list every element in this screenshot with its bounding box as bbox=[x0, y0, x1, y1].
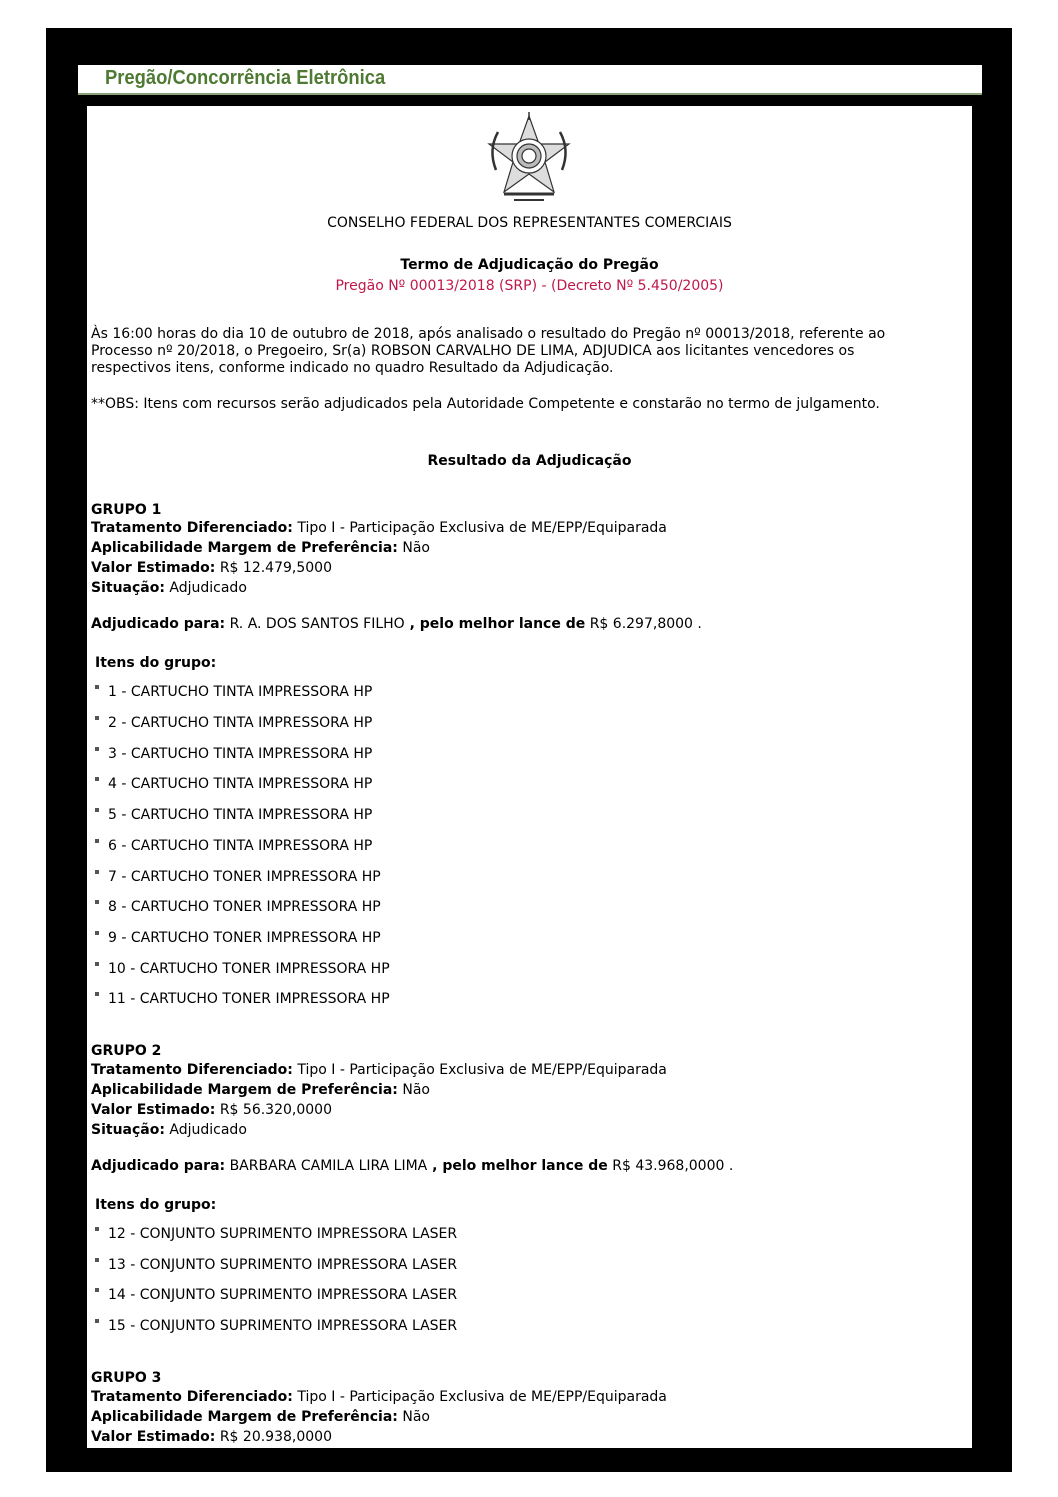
intro-line: Às 16:00 horas do dia 10 de outubro de 2018, após analisado o resultado do Pregão nº 00013/2018, referente ao bbox=[91, 326, 886, 342]
winner: R. A. DOS SANTOS FILHO bbox=[225, 616, 405, 632]
value: R$ 12.479,5000 bbox=[215, 560, 332, 576]
term-title: Termo de Adjudicação do Pregão bbox=[400, 257, 659, 273]
label: Valor Estimado: bbox=[91, 1429, 216, 1445]
value: Não bbox=[397, 540, 430, 556]
group-situacao bbox=[91, 1121, 247, 1139]
group-aplicabilidade bbox=[91, 1408, 430, 1426]
list-item: 8 - CARTUCHO TONER IMPRESSORA HP bbox=[95, 898, 381, 916]
label: Situação: bbox=[91, 1122, 165, 1138]
intro-line: Processo nº 20/2018, o Pregoeiro, Sr(a) ROBSON CARVALHO DE LIMA, ADJUDICA aos licitantes vencedores os bbox=[91, 343, 855, 359]
obs-note: **OBS: Itens com recursos serão adjudicados pela Autoridade Competente e constarão no termo de julgamento. bbox=[91, 396, 880, 412]
header-bar bbox=[78, 65, 982, 95]
document-body bbox=[87, 106, 972, 1448]
label: , pelo melhor lance de bbox=[404, 616, 586, 632]
bullet-icon bbox=[95, 870, 99, 874]
label: Tratamento Diferenciado: bbox=[91, 520, 293, 536]
bullet-icon bbox=[95, 900, 99, 904]
result-title: Resultado da Adjudicação bbox=[427, 453, 632, 469]
value: R$ 20.938,0000 bbox=[215, 1429, 332, 1445]
label: Adjudicado para: bbox=[91, 616, 226, 632]
value: Não bbox=[397, 1409, 430, 1425]
intro-line: respectivos itens, conforme indicado no quadro Resultado da Adjudicação. bbox=[91, 360, 614, 376]
group-aplicabilidade bbox=[91, 539, 430, 557]
group-adjudicado bbox=[91, 615, 702, 633]
page-title: Pregão/Concorrência Eletrônica bbox=[105, 67, 386, 89]
bullet-icon bbox=[95, 1319, 99, 1323]
bullet-icon bbox=[95, 685, 99, 689]
list-item: 10 - CARTUCHO TONER IMPRESSORA HP bbox=[95, 960, 390, 978]
value: Tipo I - Participação Exclusiva de ME/EPP/Equiparada bbox=[292, 1389, 667, 1405]
value: Tipo I - Participação Exclusiva de ME/EPP/Equiparada bbox=[292, 520, 667, 536]
organization-name: CONSELHO FEDERAL DOS REPRESENTANTES COMERCIAIS bbox=[327, 215, 732, 231]
label: Tratamento Diferenciado: bbox=[91, 1389, 293, 1405]
value: Adjudicado bbox=[164, 580, 247, 596]
label: Situação: bbox=[91, 580, 165, 596]
list-item: 12 - CONJUNTO SUPRIMENTO IMPRESSORA LASER bbox=[95, 1225, 457, 1243]
label: Valor Estimado: bbox=[91, 1102, 216, 1118]
list-item: 13 - CONJUNTO SUPRIMENTO IMPRESSORA LASER bbox=[95, 1256, 457, 1274]
group-adjudicado bbox=[91, 1157, 733, 1175]
list-item: 3 - CARTUCHO TINTA IMPRESSORA HP bbox=[95, 745, 372, 763]
items-heading: Itens do grupo: bbox=[95, 655, 217, 671]
list-item: 1 - CARTUCHO TINTA IMPRESSORA HP bbox=[95, 683, 372, 701]
group-tratamento bbox=[91, 1388, 667, 1406]
bullet-icon bbox=[95, 747, 99, 751]
bullet-icon bbox=[95, 808, 99, 812]
list-item: 15 - CONJUNTO SUPRIMENTO IMPRESSORA LASER bbox=[95, 1317, 457, 1335]
label: Valor Estimado: bbox=[91, 560, 216, 576]
group-aplicabilidade bbox=[91, 1081, 430, 1099]
bid: R$ 6.297,8000 . bbox=[585, 616, 702, 632]
label: Adjudicado para: bbox=[91, 1158, 226, 1174]
group-title: GRUPO 1 bbox=[91, 502, 162, 518]
list-item: 9 - CARTUCHO TONER IMPRESSORA HP bbox=[95, 929, 381, 947]
coat-of-arms-icon bbox=[484, 110, 574, 206]
list-item: 11 - CARTUCHO TONER IMPRESSORA HP bbox=[95, 990, 390, 1008]
bullet-icon bbox=[95, 931, 99, 935]
pregao-reference: Pregão Nº 00013/2018 (SRP) - (Decreto Nº 5.450/2005) bbox=[335, 278, 724, 294]
bullet-icon bbox=[95, 716, 99, 720]
label: Tratamento Diferenciado: bbox=[91, 1062, 293, 1078]
label: Aplicabilidade Margem de Preferência: bbox=[91, 1082, 398, 1098]
bullet-icon bbox=[95, 1258, 99, 1262]
group-title: GRUPO 3 bbox=[91, 1370, 162, 1386]
list-item: 6 - CARTUCHO TINTA IMPRESSORA HP bbox=[95, 837, 372, 855]
group-tratamento bbox=[91, 1061, 667, 1079]
group-situacao bbox=[91, 579, 247, 597]
group-tratamento bbox=[91, 519, 667, 537]
list-item: 4 - CARTUCHO TINTA IMPRESSORA HP bbox=[95, 775, 372, 793]
list-item: 7 - CARTUCHO TONER IMPRESSORA HP bbox=[95, 868, 381, 886]
group-title: GRUPO 2 bbox=[91, 1043, 162, 1059]
bullet-icon bbox=[95, 1288, 99, 1292]
list-item: 5 - CARTUCHO TINTA IMPRESSORA HP bbox=[95, 806, 372, 824]
group-valor bbox=[91, 1101, 332, 1119]
value: Adjudicado bbox=[164, 1122, 247, 1138]
list-item: 14 - CONJUNTO SUPRIMENTO IMPRESSORA LASER bbox=[95, 1286, 457, 1304]
value: Não bbox=[397, 1082, 430, 1098]
label: Aplicabilidade Margem de Preferência: bbox=[91, 1409, 398, 1425]
items-heading: Itens do grupo: bbox=[95, 1197, 217, 1213]
value: R$ 56.320,0000 bbox=[215, 1102, 332, 1118]
group-valor bbox=[91, 1428, 332, 1446]
value: Tipo I - Participação Exclusiva de ME/EPP/Equiparada bbox=[292, 1062, 667, 1078]
bid: R$ 43.968,0000 . bbox=[607, 1158, 734, 1174]
bullet-icon bbox=[95, 777, 99, 781]
bullet-icon bbox=[95, 992, 99, 996]
bullet-icon bbox=[95, 962, 99, 966]
bullet-icon bbox=[95, 1227, 99, 1231]
label: , pelo melhor lance de bbox=[427, 1158, 608, 1174]
bullet-icon bbox=[95, 839, 99, 843]
label: Aplicabilidade Margem de Preferência: bbox=[91, 540, 398, 556]
list-item: 2 - CARTUCHO TINTA IMPRESSORA HP bbox=[95, 714, 372, 732]
winner: BARBARA CAMILA LIRA LIMA bbox=[225, 1158, 428, 1174]
group-valor bbox=[91, 559, 332, 577]
